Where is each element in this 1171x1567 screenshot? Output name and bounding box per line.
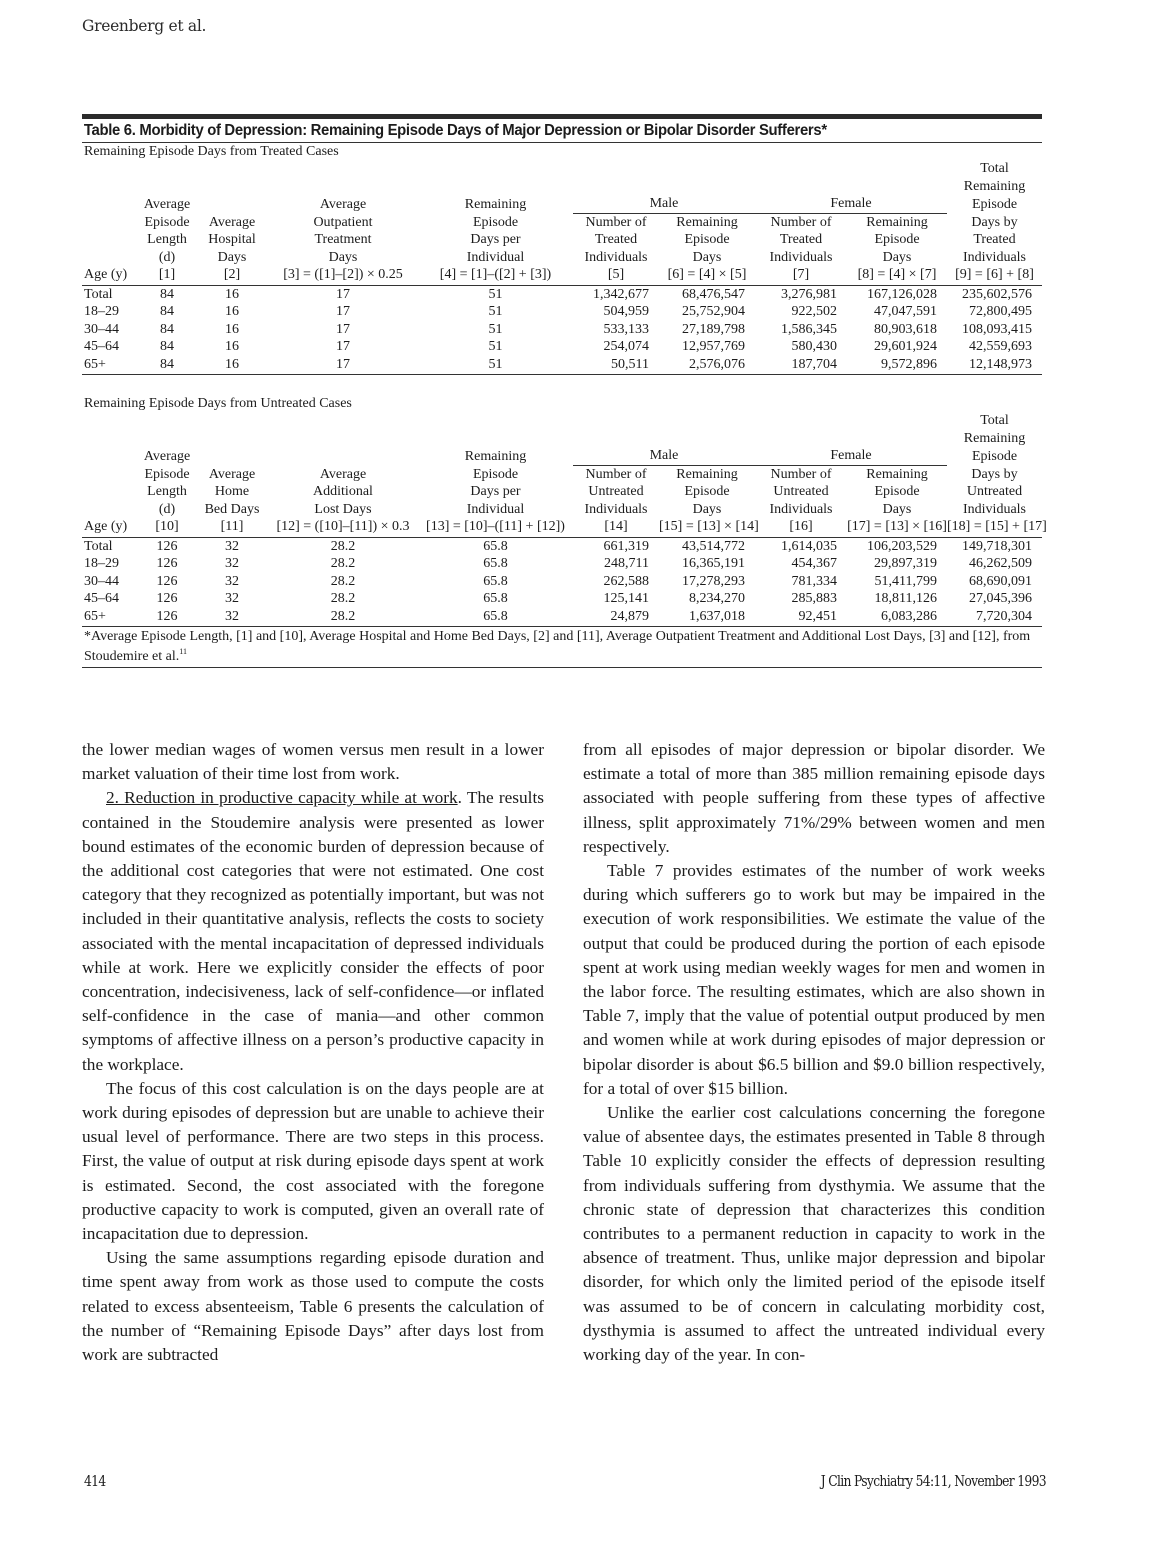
- data-cell: 3,276,981: [781, 286, 837, 302]
- column-formula: [3] = ([1]–[2]) × 0.25: [268, 266, 418, 285]
- paragraph-text: the lower median wages of women versus men result in a lower market valuation of their time lost from work.: [82, 740, 544, 784]
- data-cell: 1,586,345: [781, 321, 837, 337]
- data-cell: 504,959: [603, 304, 649, 319]
- column-header-line: Days: [882, 249, 912, 265]
- column-formula: [17] = [13] × [16]: [847, 518, 947, 537]
- data-cell: 92,451: [755, 608, 847, 627]
- table-row: [82, 338, 1042, 356]
- column-header-line: Episode: [144, 214, 190, 230]
- section-heading: 2. Reduction in productive capacity while at work: [106, 788, 458, 808]
- data-cell: 106,203,529: [867, 538, 937, 554]
- column-header-line: Remaining: [676, 466, 738, 482]
- data-cell: 16: [225, 286, 239, 302]
- data-cell: 9,572,896: [847, 356, 947, 375]
- column-formula: Age (y): [82, 266, 138, 285]
- data-cell: 65.8: [483, 538, 508, 554]
- paragraph-text: The results contained in the Stoudemire analysis were presented as lower bound estimates of the economic burden of depression because of the additional cost categories that were not estimated. One cost category that they recognized as potentially important, but was not included in their quantitative analysis, reflects the costs to society associated with the mental incapacitation of depressed individuals while at work. Here we explicitly consider the effects of poor concentration, indecisiveness, lack of self-confidence—or inflated self-confidence in the case of mania—and other common symptoms of affective illness on a person’s productive capacity in the workplace.: [82, 788, 544, 1074]
- total-header-line: Total: [980, 161, 1009, 176]
- column-header-line: Remaining: [866, 214, 928, 230]
- column-header-line: Days: [328, 249, 358, 265]
- column-header-line: [82, 195, 138, 213]
- table-row: [82, 303, 1042, 321]
- untreated-section-label: Remaining Episode Days from Untreated Cases: [84, 396, 352, 411]
- title-rule: [82, 142, 1042, 143]
- column-header-line: Individuals: [769, 249, 833, 265]
- total-header-line: Episode: [971, 448, 1018, 464]
- data-cell: 27,045,396: [969, 591, 1032, 606]
- data-cell: 84: [160, 304, 174, 319]
- column-header-line: Days by: [971, 214, 1018, 230]
- column-formula: [2]: [196, 266, 268, 285]
- column-formula: [12] = ([10]–[11]) × 0.3: [268, 518, 418, 537]
- data-cell: 661,319: [603, 538, 649, 554]
- data-cell: 50,511: [573, 356, 659, 375]
- data-cell: 17,278,293: [682, 573, 745, 589]
- column-header-line: Episode: [684, 484, 730, 499]
- table-row: [82, 285, 1042, 303]
- age-group-cell: 30–44: [84, 321, 119, 337]
- data-cell: 454,367: [791, 556, 837, 571]
- column-header-line: Untreated: [773, 484, 829, 499]
- data-cell: 125,141: [603, 591, 649, 606]
- data-cell: 18,811,126: [874, 591, 937, 606]
- column-header-line: [196, 195, 268, 213]
- column-header-line: (d): [158, 249, 176, 265]
- footnote-text: *Average Episode Length, [1] and [10], Average Hospital and Home Bed Days, [2] and [11], Average Outpatient Treatment and Additional Lost Days, [3] and [12], from Stoudemire et al.: [84, 629, 1031, 664]
- column-header-line: Episode: [684, 232, 730, 247]
- data-cell: 12,148,973: [947, 356, 1042, 375]
- column-header-line: Individual: [466, 249, 525, 265]
- column-header-line: Episode: [874, 232, 920, 247]
- column-header-line: Individuals: [963, 501, 1026, 517]
- data-cell: 42,559,693: [969, 339, 1032, 354]
- data-cell: 43,514,772: [682, 538, 745, 554]
- column-header-line: [268, 447, 418, 465]
- data-cell: 2,576,076: [659, 356, 755, 375]
- group-header-male: Male: [573, 447, 755, 465]
- age-group-cell: 45–64: [84, 339, 119, 354]
- column-header-line: Days: [692, 249, 722, 265]
- data-cell: 65.8: [418, 608, 573, 627]
- total-header-line: Total: [980, 413, 1009, 428]
- data-cell: 32: [225, 591, 239, 606]
- column-header-line: Length: [147, 232, 187, 247]
- column-header-line: Treated: [594, 232, 638, 247]
- column-header-line: Average: [319, 466, 367, 482]
- table-row: [82, 608, 1042, 627]
- column-header-line: Average: [208, 214, 256, 230]
- data-cell: 126: [156, 556, 178, 571]
- table-row: [82, 537, 1042, 555]
- column-formula: [7]: [755, 266, 847, 285]
- total-header-line: Remaining: [963, 430, 1026, 446]
- paragraph: [583, 1101, 1045, 1367]
- data-cell: 1,637,018: [659, 608, 755, 627]
- table-row: [82, 555, 1042, 573]
- page-number: 414: [84, 1474, 106, 1490]
- data-cell: 51: [488, 304, 503, 319]
- total-header-line: Remaining: [963, 178, 1026, 194]
- data-cell: 29,601,924: [874, 339, 937, 354]
- paragraph-text: The focus of this cost calculation is on the days people are at work during episodes of depression but are unable to achieve their usual level of performance. There are two steps in this process. First, the value of output at risk during episode days spent at work is estimated. Second, the cost associated with the foregone productive capacity to work is computed, given an overall rate of incapacitation due to depression.: [82, 1078, 544, 1244]
- data-cell: 580,430: [791, 339, 837, 354]
- data-cell: 46,262,509: [969, 556, 1032, 571]
- data-cell: 72,800,495: [969, 304, 1032, 319]
- paragraph-text: from all episodes of major depression or bipolar disorder. We estimate a total of more than 385 million remaining episode days associated with people suffering from these types of affective illness, split approximately 71%/29% between women and men respectively.: [583, 740, 1045, 856]
- data-cell: 285,883: [791, 591, 837, 606]
- data-cell: 28.2: [330, 591, 356, 606]
- data-cell: 28.2: [268, 608, 418, 627]
- data-cell: 47,047,591: [874, 304, 937, 319]
- column-header-line: Days: [882, 501, 912, 517]
- data-cell: 533,133: [603, 321, 649, 337]
- column-header-line: Days per: [470, 232, 521, 247]
- data-cell: 84: [160, 286, 174, 302]
- column-header-line: Remaining: [676, 214, 738, 230]
- data-cell: 6,083,286: [847, 608, 947, 627]
- paragraph-text: Using the same assumptions regarding episode duration and time spent away from work as those used to compute the costs related to excess absenteeism, Table 6 presents the calculation of the number of “Remaining Episode Days” after days lost from work are subtracted: [82, 1248, 544, 1365]
- column-formula: [11]: [196, 518, 268, 537]
- column-header-line: Days: [692, 501, 722, 517]
- untreated-table: [82, 412, 1047, 627]
- column-header-line: Episode: [144, 466, 190, 482]
- header-spacer: [82, 412, 947, 430]
- data-cell: 17: [268, 356, 418, 375]
- group-header-female: Female: [755, 447, 947, 465]
- data-cell: 126: [156, 538, 178, 554]
- group-header-male: Male: [573, 195, 755, 213]
- table-row: [82, 321, 1042, 339]
- treated-table: [82, 160, 1042, 375]
- column-header-line: Episode: [472, 214, 519, 230]
- total-header-line: Episode: [971, 196, 1018, 212]
- column-header-line: Days: [217, 249, 247, 265]
- data-cell: 28.2: [330, 573, 356, 589]
- data-cell: 1,614,035: [781, 538, 837, 554]
- data-cell: 32: [196, 608, 268, 627]
- data-cell: 167,126,028: [867, 286, 937, 302]
- data-cell: 12,957,769: [682, 339, 745, 354]
- data-cell: 254,074: [603, 339, 649, 354]
- age-group-cell: 30–44: [84, 573, 119, 589]
- data-cell: 51: [488, 321, 503, 337]
- paragraph: [82, 1246, 544, 1367]
- column-header-line: Untreated: [966, 484, 1023, 499]
- column-formula: [13] = [10]–([11] + [12]): [418, 518, 573, 537]
- column-header-line: Individuals: [963, 249, 1026, 265]
- column-header-line: Number of: [585, 214, 647, 230]
- data-cell: 28.2: [330, 538, 356, 554]
- data-cell: 17: [336, 304, 350, 319]
- column-formula: [16]: [755, 518, 847, 537]
- column-header-line: Individual: [466, 501, 525, 517]
- column-formula: [5]: [573, 266, 659, 285]
- column-formula: [1]: [138, 266, 196, 285]
- footnote-reference: 11: [179, 647, 187, 656]
- data-cell: 84: [160, 339, 174, 354]
- column-formula: [6] = [4] × [5]: [659, 266, 755, 285]
- table-title: Table 6. Morbidity of Depression: Remaining Episode Days of Major Depression or Bipolar Disorder Sufferers*: [83, 122, 827, 139]
- column-header-line: Additional: [313, 484, 373, 499]
- data-cell: 262,588: [603, 573, 649, 589]
- data-cell: 51: [488, 339, 503, 354]
- column-header-line: Average: [143, 196, 191, 212]
- column-header-line: Individuals: [769, 501, 833, 517]
- column-header-line: Days per: [470, 484, 521, 499]
- data-cell: 235,602,576: [962, 286, 1032, 302]
- data-cell: 126: [156, 591, 178, 606]
- data-cell: 17: [336, 286, 350, 302]
- column-header-line: Episode: [472, 466, 519, 482]
- column-formula: [10]: [138, 518, 196, 537]
- data-cell: 28.2: [330, 556, 356, 571]
- data-cell: 17: [336, 321, 350, 337]
- column-header-line: Number of: [585, 466, 647, 482]
- column-header-line: (d): [158, 501, 176, 517]
- table-row: [82, 573, 1042, 591]
- data-cell: 781,334: [791, 573, 837, 589]
- paragraph: [82, 738, 544, 786]
- paragraph-text: Unlike the earlier cost calculations concerning the foregone value of absentee days, the estimates presented in Table 8 through Table 10 explicitly consider the effects of depression resulting from individuals suffering from dysthymia. We assume that the chronic state of depression that characterizes this condition contributes to a permanent reduction in capacity to work in the absence of treatment. Thus, unlike major depression and bipolar disorder, for which only the limited period of the episode itself was assumed to be of concern in calculating morbidity cost, dysthymia is assumed to affect the untreated individual every working day of the year. In con-: [583, 1103, 1045, 1365]
- age-group-cell: Total: [84, 538, 113, 554]
- column-formula: [8] = [4] × [7]: [847, 266, 947, 285]
- column-header-line: Outpatient: [313, 214, 373, 230]
- column-header-line: Days by: [971, 466, 1018, 482]
- column-header-line: Remaining: [464, 448, 527, 464]
- data-cell: 32: [225, 538, 239, 554]
- paragraph: [82, 1077, 544, 1246]
- age-group-cell: 18–29: [84, 304, 119, 319]
- column-formula: [9] = [6] + [8]: [947, 266, 1042, 285]
- column-header-line: Bed Days: [204, 501, 260, 517]
- table-footnote: [82, 627, 1042, 668]
- column-header-line: Average: [143, 448, 191, 464]
- paragraph-text: Table 7 provides estimates of the number of work weeks during which sufferers go to work but may be impaired in the execution of work responsibilities. We estimate the value of the output that could be produced during the portion of each episode spent at work using median weekly wages for men and women in the labor force. The resulting estimates, which are also shown in Table 7, imply that the value of potential output produced by men and women while at work during episodes of major depression or bipolar disorder is about $6.5 billion and $9.0 billion respectively, for a total of over $15 billion.: [583, 861, 1045, 1098]
- data-cell: 25,752,904: [682, 304, 745, 319]
- data-cell: 187,704: [755, 356, 847, 375]
- data-cell: 248,711: [604, 556, 649, 571]
- column-header-line: [82, 465, 138, 483]
- column-formula: [14]: [573, 518, 659, 537]
- age-group-cell: 65+: [82, 356, 138, 375]
- data-cell: 51: [418, 356, 573, 375]
- column-header-line: Average: [319, 196, 367, 212]
- data-cell: 7,720,304: [947, 608, 1042, 627]
- data-cell: 16: [196, 356, 268, 375]
- data-cell: 68,476,547: [682, 286, 745, 302]
- data-cell: 108,093,415: [962, 321, 1032, 337]
- body-column-right: [583, 738, 1045, 1367]
- column-header-line: [82, 249, 138, 267]
- column-header-line: [82, 231, 138, 249]
- column-header-line: Length: [147, 484, 187, 499]
- column-header-line: Average: [208, 466, 256, 482]
- column-header-line: Lost Days: [314, 501, 372, 517]
- column-header-line: [82, 501, 138, 519]
- group-header-female: Female: [755, 195, 947, 213]
- column-header-line: [82, 213, 138, 231]
- column-header-line: Number of: [770, 214, 832, 230]
- data-cell: 16,365,191: [682, 556, 745, 571]
- header-spacer: [82, 160, 947, 178]
- column-header-line: Home: [214, 484, 250, 499]
- column-header-line: Hospital: [208, 232, 256, 247]
- data-cell: 24,879: [573, 608, 659, 627]
- body-column-left: [82, 738, 544, 1367]
- data-cell: 51: [488, 286, 503, 302]
- column-formula: [18] = [15] + [17]: [947, 518, 1042, 537]
- journal-citation: J Clin Psychiatry 54:11, November 1993: [820, 1474, 1046, 1490]
- column-header-line: Number of: [770, 466, 832, 482]
- data-cell: 16: [225, 339, 239, 354]
- column-header-line: Episode: [874, 484, 920, 499]
- header-spacer: [82, 430, 947, 448]
- data-cell: 16: [225, 321, 239, 337]
- column-header-line: Treated: [779, 232, 823, 247]
- data-cell: 16: [225, 304, 239, 319]
- age-group-cell: 18–29: [84, 556, 119, 571]
- data-cell: 17: [336, 339, 350, 354]
- table-row: [82, 590, 1042, 608]
- column-header-line: Untreated: [588, 484, 644, 499]
- data-cell: 32: [225, 556, 239, 571]
- header-spacer: [82, 178, 947, 196]
- table-6: [82, 114, 1047, 668]
- column-formula: [4] = [1]–([2] + [3]): [418, 266, 573, 285]
- column-header-line: Treatment: [314, 232, 372, 247]
- running-head: Greenberg et al.: [82, 17, 207, 35]
- column-header-line: Treated: [973, 232, 1016, 247]
- age-group-cell: Total: [84, 286, 113, 302]
- data-cell: 922,502: [791, 304, 837, 319]
- column-header-line: Individuals: [584, 501, 648, 517]
- data-cell: 126: [138, 608, 196, 627]
- data-cell: 80,903,618: [874, 321, 937, 337]
- column-formula: [15] = [13] × [14]: [659, 518, 755, 537]
- data-cell: 65.8: [483, 556, 508, 571]
- data-cell: 84: [160, 321, 174, 337]
- data-cell: 65.8: [483, 573, 508, 589]
- data-cell: 32: [225, 573, 239, 589]
- column-header-line: [82, 483, 138, 501]
- column-header-line: [82, 447, 138, 465]
- data-cell: 126: [156, 573, 178, 589]
- paragraph: 2. Reduction in productive capacity while at work. The results contained in the Stoudemire analysis were presented as lower bound estimates of the economic burden of depression because of the additional cost categories that were not estimated. One cost category that they recognized as potentially important, but was not included in their quantitative analysis, reflects the costs to society associated with the mental incapacitation of depressed individuals while at work. Here we explicitly consider the effects of poor concentration, indecisiveness, lack of self-confidence—or inflated self-confidence in the case of mania—and other common symptoms of affective illness on a person’s productive capacity in the workplace.: [82, 788, 544, 1074]
- data-cell: 149,718,301: [962, 538, 1032, 554]
- table-row: [82, 356, 1042, 375]
- data-cell: 51,411,799: [874, 573, 937, 589]
- column-formula: Age (y): [82, 518, 138, 537]
- treated-section-label: Remaining Episode Days from Treated Cases: [84, 144, 339, 159]
- data-cell: 27,189,798: [682, 321, 745, 337]
- column-header-line: Individuals: [584, 249, 648, 265]
- data-cell: 68,690,091: [969, 573, 1032, 589]
- data-cell: 84: [138, 356, 196, 375]
- age-group-cell: 65+: [82, 608, 138, 627]
- paragraph: [583, 738, 1045, 859]
- data-cell: 29,897,319: [874, 556, 937, 571]
- paragraph: [583, 859, 1045, 1101]
- data-cell: 1,342,677: [593, 286, 649, 302]
- data-cell: 65.8: [483, 591, 508, 606]
- data-cell: 8,234,270: [689, 591, 745, 606]
- column-header-line: Remaining: [866, 466, 928, 482]
- column-header-line: Remaining: [464, 196, 527, 212]
- column-header-line: [196, 447, 268, 465]
- age-group-cell: 45–64: [84, 591, 119, 606]
